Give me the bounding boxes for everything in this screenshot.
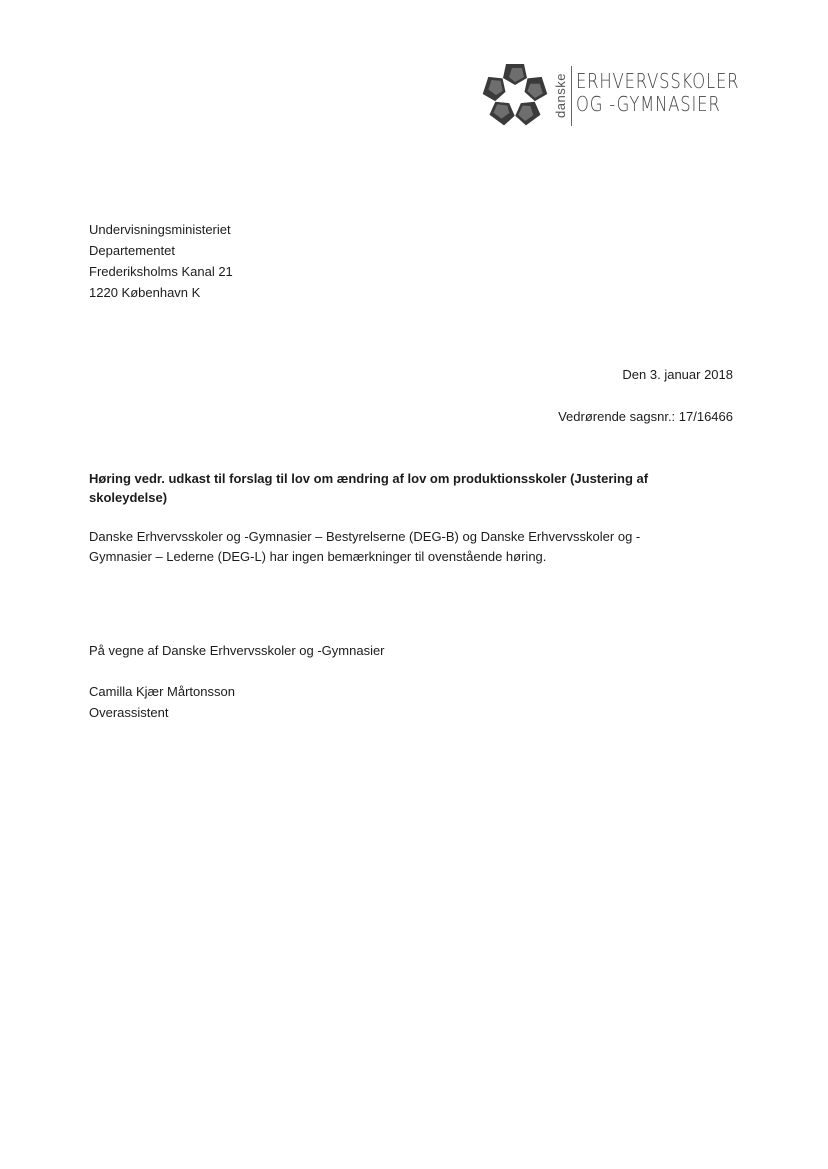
letter-body: Danske Erhvervsskoler og -Gymnasier – Bestyrelserne (DEG-B) og Danske Erhvervsskoler og -Gymnasier – Lederne (DEG-L) har ingen bemærkninger til ovenstående høring. (89, 529, 641, 564)
recipient-line-2: Departementet (89, 243, 175, 258)
signatory-name: Camilla Kjær Mårtonsson (89, 684, 235, 699)
recipient-line-4: 1220 København K (89, 285, 201, 300)
logo-danske-text: danske (553, 73, 568, 118)
logo-text-line1: ERHVERVSSKOLER (576, 69, 740, 93)
logo-text-line2: OG -GYMNASIER (576, 92, 721, 116)
signatory-title: Overassistent (89, 705, 169, 720)
letter-subject: Høring vedr. udkast til forslag til lov om ændring af lov om produktionsskoler (Justering af skoleydelse) (89, 471, 649, 505)
case-number: Vedrørende sagsnr.: 17/16466 (558, 409, 733, 424)
recipient-line-3: Frederiksholms Kanal 21 (89, 264, 233, 279)
closing-line: På vegne af Danske Erhvervsskoler og -Gymnasier (89, 643, 385, 658)
flower-logo-icon (482, 62, 548, 128)
recipient-address (89, 219, 233, 303)
letter-date: Den 3. januar 2018 (622, 367, 733, 382)
logo-divider (571, 66, 572, 126)
recipient-line-1: Undervisningsministeriet (89, 222, 231, 237)
